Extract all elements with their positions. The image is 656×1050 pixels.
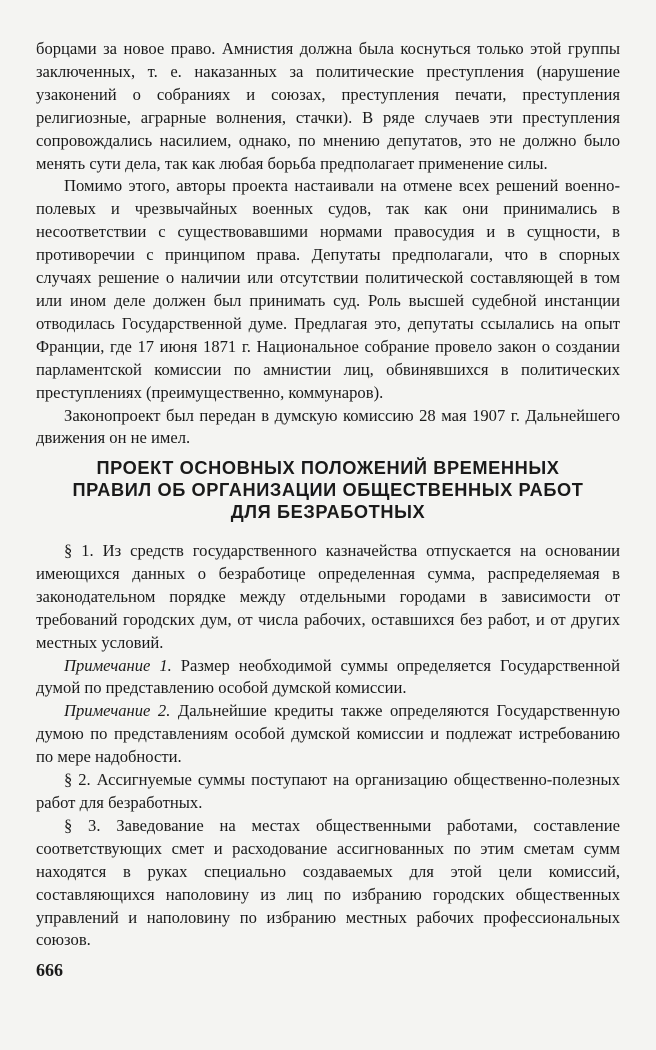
heading-line-1: ПРОЕКТ ОСНОВНЫХ ПОЛОЖЕНИЙ ВРЕМЕННЫХ: [96, 458, 560, 478]
article-3: § 3. Заведование на местах общественными работами, составление соответствующих смет и расходование ассигнованных по этим сметам сумм находятся в руках специально создаваемых для этой цели комиссий, составляющихся наполовину из лиц по избранию городских общественных управлений и наполовину по избранию местных рабочих профессиональных союзов.: [36, 815, 620, 950]
section-heading: [36, 457, 620, 523]
note-1-text: Размер необходимой суммы определяется Государственной думой по представлению особой думской комиссии.: [36, 655, 620, 698]
paragraph-amnesty-scope: борцами за новое право. Амнистия должна была коснуться только этой группы заключенных, т. е. наказанных за политические преступления (нарушение узаконений о собраниях и союзах, преступления печати, преступления религиозные, аграрные волнения, стачки). В ряде случаев эти преступления сопровождались насилием, однако, по мнению депутатов, это не должно было менять сути дела, так как любая борьба предполагает применение силы.: [36, 39, 620, 173]
paragraph-military-courts: Помимо этого, авторы проекта настаивали на отмене всех решений военно-полевых и чрезвычайных военных судов, так как они принимались в несоответствии с существовавшими нормами правосудия и в сущности, в противоречии с принципом права. Депутаты предполагали, что в спорных случаях решение о наличии или отсутствии политической составляющей в том или ином деле должен был принимать суд. Роль высшей судебной инстанции отводилась Государственной думе. Предлагая это, депутаты ссылались на опыт Франции, где 17 июня 1871 г. Национальное собрание провело закон о создании парламентской комиссии по амнистии лиц, обвинявшихся в политических преступлениях (преимущественно, коммунаров).: [36, 176, 620, 402]
article-1: § 1. Из средств государственного казначейства отпускается на основании имеющихся данных о безработице определенная сумма, распределяемая в законодательном порядке между отдельными городами в зависимости от требований городских дум, от числа рабочих, оставшихся без работ, и от других местных условий.: [36, 541, 620, 652]
note-1: [36, 655, 620, 701]
page-number: 666: [36, 960, 63, 980]
note-1-label: Примечание 1.: [64, 655, 172, 675]
note-2-label: Примечание 2.: [64, 701, 171, 721]
article-2: § 2. Ассигнуемые суммы поступают на организацию общественно-полезных работ для безработных.: [36, 770, 620, 812]
articles-section: [36, 540, 620, 952]
note-2-text: Дальнейшие кредиты также определяются Государственную думою по представлениям особой думской комиссии и подлежат истребованию по мере надобности.: [36, 701, 620, 767]
intro-section: [36, 38, 620, 450]
heading-line-3: ДЛЯ БЕЗРАБОТНЫХ: [230, 502, 426, 522]
heading-line-2: ПРАВИЛ ОБ ОРГАНИЗАЦИИ ОБЩЕСТВЕННЫХ РАБОТ: [72, 480, 584, 500]
paragraph-bill-transfer: Законопроект был передан в думскую комиссию 28 мая 1907 г. Дальнейшего движения он не имел.: [36, 405, 620, 448]
note-2: [36, 700, 620, 769]
